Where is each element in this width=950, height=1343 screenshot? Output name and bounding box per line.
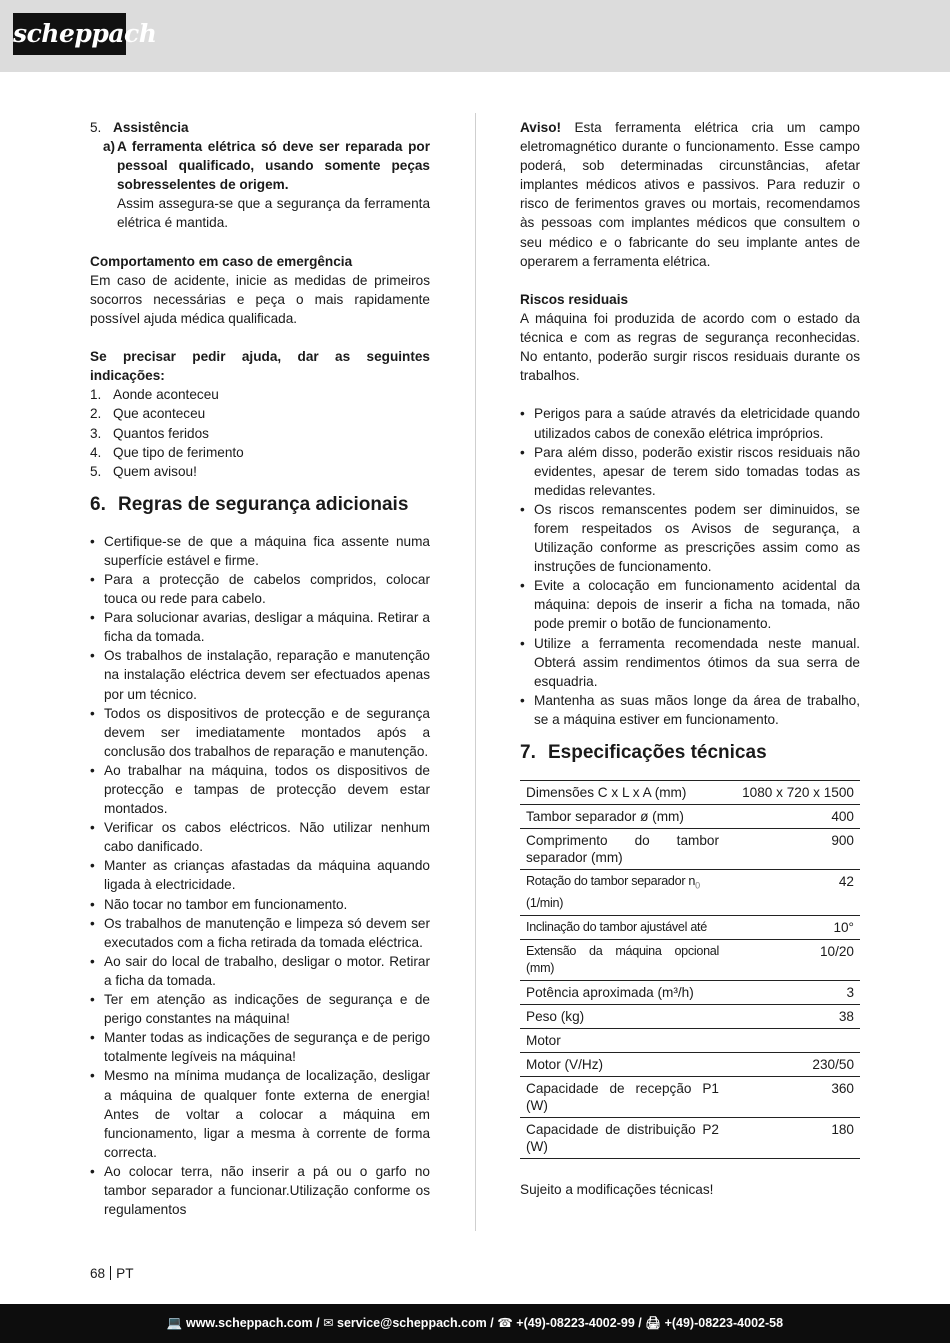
list-item: • Para solucionar avarias, desligar a máquina. Retirar a ficha da tomada. [90, 610, 430, 645]
help-list [90, 385, 430, 480]
list-item: • Verificar os cabos eléctricos. Não utilizar nenhum cabo danificado. [90, 820, 430, 855]
fax-number: +(49)-08223-4002-58 [664, 1316, 784, 1330]
table-row: Motor (V/Hz) 230/50 [520, 1052, 860, 1076]
specs-table [520, 780, 860, 1159]
table-row: Comprimento do tambor separador (mm) 900 [520, 829, 860, 870]
page-number: 68 PT [90, 1266, 134, 1281]
website-link[interactable]: www.scheppach.com [185, 1316, 313, 1330]
list-item: • Ter em atenção as indicações de segurança e de perigo constantes na máquina! [90, 992, 430, 1027]
list-item: • Manter as crianças afastadas da máquina aquando ligada à electricidade. [90, 858, 430, 893]
list-item: • Perigos para a saúde através da eletricidade quando utilizados cabos de conexão elétrica impróprios. [520, 406, 860, 441]
emergency-text: Em caso de acidente, inicie as medidas de primeiros socorros necessárias e peça o mais rapidamente possível ajuda médica qualificada. [90, 272, 430, 326]
section-7-heading: 7. Especificações técnicas [520, 742, 767, 763]
fax-icon: 🖨 [645, 1316, 662, 1330]
residual-bullets [520, 404, 860, 729]
section-5-heading: 5. Assistência [90, 120, 189, 135]
list-item: • Os trabalhos de manutenção e limpeza só devem ser executados com a ficha retirada da tomada eléctrica. [90, 915, 430, 950]
list-item: 5. Quem avisou! [90, 463, 197, 479]
list-item: • Mesmo na mínima mudança de localização, desligar a máquina de qualquer fonte externa de energia! Antes de voltar a colocar a máquina em funcionamento, ligar a mesma à corrente de forma correcta. [90, 1068, 430, 1160]
warning-paragraph: Aviso! Esta ferramenta elétrica cria um campo eletromagnético durante o funcionamento. Esse campo poderá, sob determinadas circunstâncias, afetar implantes médicos ativos e passivos. Para reduzir o risco de ferimentos graves ou mortais, recomendamos às pessoas com implantes médicos que consultem o seu médico e o fabricante do seu implante antes de operarem a ferramenta elétrica. [520, 120, 860, 269]
list-item: • Todos os dispositivos de protecção e de segurança devem ser imediatamente montados após a conclusão dos trabalhos de reparação e manutenção. [90, 705, 430, 759]
list-item: • Ao trabalhar na máquina, todos os dispositivos de protecção e tampas de protecção devem estar montados. [90, 762, 430, 817]
contact-footer: 💻 www.scheppach.com / ✉ service@scheppach.com / ☎ +(49)-08223-4002-99 / 🖨 +(49)-08223-4002-58 [0, 1304, 950, 1343]
scheppach-logo: scheppach [13, 13, 126, 55]
list-item: 1. Aonde aconteceu [90, 387, 219, 403]
list-item: 2. Que aconteceu [90, 406, 206, 422]
table-row: Motor [520, 1028, 860, 1052]
right-column [520, 118, 860, 1199]
mail-icon: ✉ [323, 1316, 334, 1330]
table-row: Inclinação do tambor ajustável até 10° [520, 915, 860, 939]
list-item: • Manter todas as indicações de segurança e de perigo totalmente legíveis na máquina! [90, 1030, 430, 1065]
table-row: Capacidade de distribuição P2 (W) 180 [520, 1117, 860, 1158]
specs-note: Sujeito a modificações técnicas! [520, 1181, 714, 1197]
table-row: Potência aproximada (m³/h) 3 [520, 980, 860, 1004]
table-row: Tambor separador ø (mm) 400 [520, 805, 860, 829]
list-item: • Para a protecção de cabelos compridos, colocar touca ou rede para cabelo. [90, 571, 430, 607]
residual-text: A máquina foi produzida de acordo com o estado da técnica e com as regras de segurança reconhecidas. No entanto, poderão surgir riscos residuais durante os trabalhos. [520, 310, 860, 384]
table-row: Peso (kg) 38 [520, 1004, 860, 1028]
list-item: 3. Quantos feridos [90, 425, 209, 441]
list-item: • Os riscos remanscentes podem ser diminuidos, se forem respeitados os Avisos de segurança, a Utilização conforme as prescrições assim como as instruções de funcionamento. [520, 501, 860, 575]
section-6-heading: 6. Regras de segurança adicionais [90, 493, 409, 515]
list-item: • Mantenha as suas mãos longe da área de trabalho, se a máquina estiver em funcionamento. [520, 692, 860, 727]
list-item: 4. Que tipo de ferimento [90, 444, 244, 460]
section-6-bullets [90, 532, 430, 1219]
warning-label: Aviso! [520, 120, 562, 135]
table-row: Extensão da máquina opcional (mm) 10/20 [520, 939, 860, 980]
section-5-item-a: a) A ferramenta elétrica só deve ser reparada por pessoal qualificado, usando somente peças sobresselentes de origem. [103, 139, 430, 193]
list-item: • Os trabalhos de instalação, reparação e manutenção na instalação eléctrica devem ser efectuados apenas por um técnico. [90, 648, 430, 702]
list-item: • Não tocar no tambor em funcionamento. [90, 896, 348, 912]
table-row: Capacidade de recepção P1 (W) 360 [520, 1076, 860, 1117]
list-item: • Certifique-se de que a máquina fica assente numa superfície estável e firme. [90, 533, 430, 568]
table-row: Rotação do tambor separador $n_0$ (1/min) 42 [520, 870, 860, 916]
list-item: • Ao colocar terra, não inserir a pá ou o garfo no tambor separador a funcionar.Utilização conforme os regulamentos [90, 1163, 430, 1218]
column-divider [475, 113, 476, 1231]
section-5-item-a-text: Assim assegura-se que a segurança da ferramenta elétrica é mantida. [117, 196, 430, 231]
computer-icon: 💻 [166, 1316, 183, 1330]
emergency-title: Comportamento em caso de emergência [90, 253, 353, 269]
residual-title: Riscos residuais [520, 291, 629, 307]
phone-icon: ☎ [497, 1316, 513, 1330]
list-item: • Para além disso, poderão existir riscos residuais não evidentes, apesar de terem sido tomadas todas as medidas relevantes. [520, 444, 860, 498]
list-item: • Ao sair do local de trabalho, desligar o motor. Retirar a ficha da tomada. [90, 953, 430, 988]
list-item: • Evite a colocação em funcionamento acidental da máquina: depois de inserir a ficha na tomada, não pode premir o botão de funcionamento. [520, 578, 860, 632]
left-column [90, 118, 430, 1219]
help-title: Se precisar pedir ajuda, dar as seguintes indicações: [90, 349, 430, 384]
header-bar [0, 0, 950, 72]
email-link[interactable]: service@scheppach.com [337, 1316, 487, 1330]
phone-number: +(49)-08223-4002-99 [516, 1316, 635, 1330]
list-item: • Utilize a ferramenta recomendada neste manual. Obterá assim rendimentos ótimos da sua serra de esquadria. [520, 635, 860, 689]
table-row: Dimensões C x L x A (mm) 1080 x 720 x 1500 [520, 781, 860, 805]
